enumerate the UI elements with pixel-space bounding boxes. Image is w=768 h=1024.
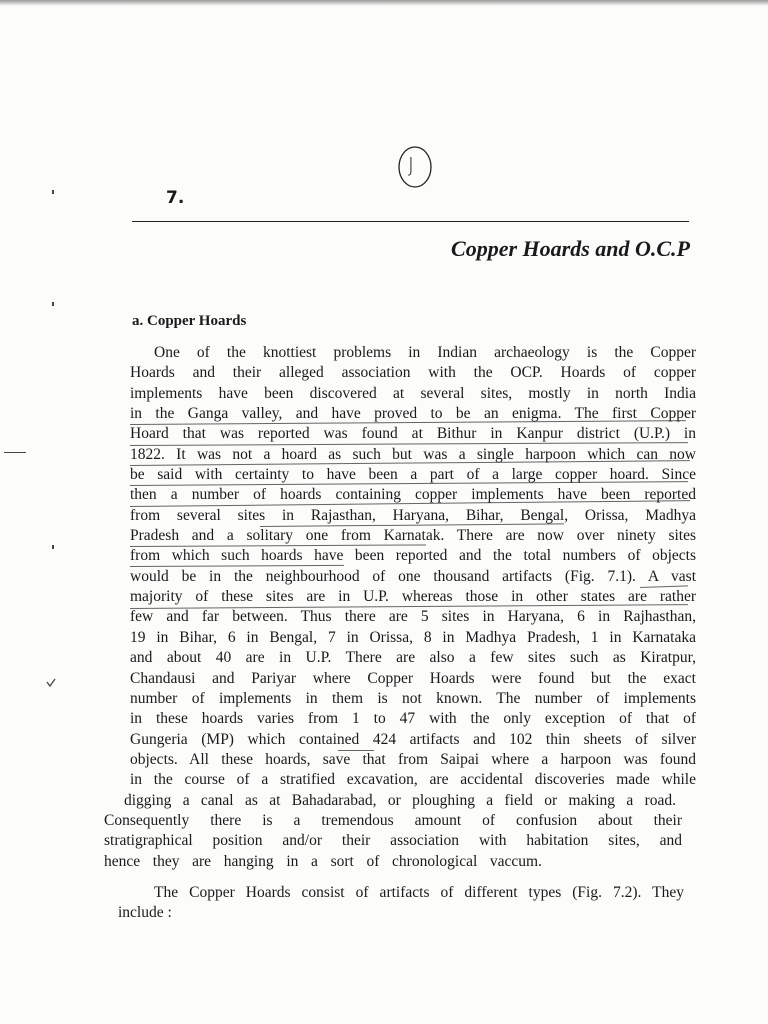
text-line: The Copper Hoards consist of artifacts of different types (Fig. 7.2). They xyxy=(154,883,684,901)
circled-handwritten-mark xyxy=(396,144,434,190)
text-line: 19 in Bihar, 6 in Bengal, 7 in Orissa, 8 in Madhya Pradesh, 1 in Karnataka xyxy=(130,628,696,646)
text-line: digging a canal as at Bahadarabad, or ploughing a field or making a road. xyxy=(124,791,676,809)
text-line: and about 40 are in U.P. There are also a few sites such as Kiratpur, xyxy=(130,649,696,667)
text-line: Hoard that was reported was found at Bithur in Kanpur district (U.P.) in xyxy=(130,425,696,443)
margin-check-icon xyxy=(46,678,56,688)
margin-tick xyxy=(52,545,54,549)
text-line: Hoards and their alleged association with the OCP. Hoards of copper xyxy=(130,364,696,382)
text-line: then a number of hoards containing copper implements have been reported xyxy=(130,486,696,504)
text-line: in the Ganga valley, and have proved to be an enigma. The first Copper xyxy=(130,405,696,423)
text-line: One of the knottiest problems in Indian archaeology is the Copper xyxy=(154,344,696,361)
circled-mark-letter: J xyxy=(408,153,414,177)
margin-dash xyxy=(4,452,26,453)
paragraph-2 xyxy=(104,883,696,924)
text-line: hence they are hanging in a sort of chronological vaccum. xyxy=(104,852,542,870)
text-line: Gungeria (MP) which contained 424 artifacts and 102 thin sheets of silver xyxy=(130,730,696,748)
chapter-title: Copper Hoards and O.C.P xyxy=(451,236,690,261)
text-line: Chandausi and Pariyar where Copper Hoards were found but the exact xyxy=(130,669,696,687)
chapter-rule xyxy=(132,221,689,222)
text-line: from several sites in Rajasthan, Haryana, Bihar, Bengal, Orissa, Madhya xyxy=(130,506,696,524)
text-line: in these hoards varies from 1 to 47 with the only exception of that of xyxy=(130,710,696,728)
text-line: objects. All these hoards, save that from Saipai where a harpoon was found xyxy=(130,750,696,768)
margin-tick xyxy=(52,190,54,194)
text-line: few and far between. Thus there are 5 sites in Haryana, 6 in Rajhasthan, xyxy=(130,608,696,626)
text-line: would be in the neighbourhood of one thousand artifacts (Fig. 7.1). A vast xyxy=(130,567,696,585)
section-heading: a. Copper Hoards xyxy=(132,313,247,329)
text-line: be said with certainty to have been a part of a large copper hoard. Since xyxy=(130,466,696,484)
text-line: number of implements in them is not known. The number of implements xyxy=(130,689,696,707)
text-line: Consequently there is a tremendous amount of confusion about their xyxy=(104,811,682,829)
text-line: 1822. It was not a hoard as such but was a single harpoon which can now xyxy=(130,445,696,463)
margin-tick xyxy=(52,302,54,306)
underline-mark xyxy=(338,750,374,751)
text-line: Pradesh and a solitary one from Karnatak. There are now over ninety sites xyxy=(130,527,696,545)
text-line: include : xyxy=(118,904,172,922)
text-line: from which such hoards have been reported and the total numbers of objects xyxy=(130,547,696,565)
text-line: in the course of a stratified excavation, are accidental discoveries made while xyxy=(130,771,696,789)
text-line: stratigraphical position and/or their association with habitation sites, and xyxy=(104,832,682,850)
body-text xyxy=(104,343,696,924)
chapter-number: 7. xyxy=(166,188,185,208)
hand-drawn-circle-icon xyxy=(396,144,434,190)
scan-top-edge xyxy=(0,0,768,6)
text-line: implements have been discovered at several sites, mostly in north India xyxy=(130,384,696,402)
text-line: majority of these sites are in U.P. whereas those in other states are rather xyxy=(130,588,696,606)
